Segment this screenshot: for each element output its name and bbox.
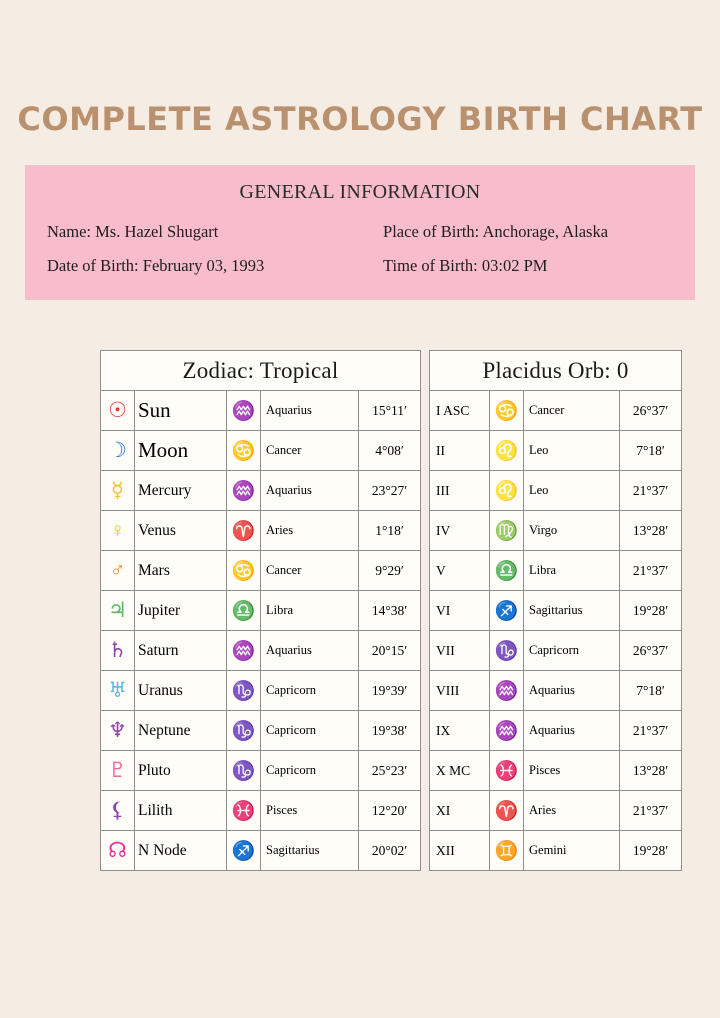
zodiac-sign-name: Sagittarius — [524, 591, 620, 631]
planet-degree: 1°18′ — [359, 511, 421, 551]
zodiac-sign-icon: ♈ — [490, 791, 524, 831]
zodiac-sign-icon: ♋ — [490, 391, 524, 431]
planet-name: Venus — [135, 511, 227, 551]
house-degree: 21°37′ — [620, 711, 682, 751]
zodiac-sign-name: Aquarius — [524, 671, 620, 711]
house-degree: 19°28′ — [620, 831, 682, 871]
zodiac-sign-icon: ♒ — [227, 471, 261, 511]
planet-row — [101, 551, 421, 591]
zodiac-sign-name: Virgo — [524, 511, 620, 551]
zodiac-sign-icon: ♒ — [490, 711, 524, 751]
house-row — [430, 591, 682, 631]
zodiac-sign-name: Leo — [524, 431, 620, 471]
planet-glyph-icon: ♄ — [101, 631, 135, 671]
zodiac-sign-name: Aquarius — [261, 391, 359, 431]
zodiac-sign-name: Cancer — [261, 431, 359, 471]
planet-name: Jupiter — [135, 591, 227, 631]
house-degree: 13°28′ — [620, 751, 682, 791]
house-number: VIII — [430, 671, 490, 711]
planet-glyph-icon: ☿ — [101, 471, 135, 511]
planet-name: Neptune — [135, 711, 227, 751]
planet-degree: 12°20′ — [359, 791, 421, 831]
planet-glyph-icon: ☊ — [101, 831, 135, 871]
zodiac-sign-name: Libra — [524, 551, 620, 591]
zodiac-sign-name: Capricorn — [261, 751, 359, 791]
planet-glyph-icon: ☽ — [101, 431, 135, 471]
zodiac-sign-name: Pisces — [261, 791, 359, 831]
planet-row — [101, 711, 421, 751]
zodiac-sign-icon: ♑ — [227, 711, 261, 751]
planet-glyph-icon: ♅ — [101, 671, 135, 711]
zodiac-sign-name: Capricorn — [524, 631, 620, 671]
zodiac-sign-name: Sagittarius — [261, 831, 359, 871]
house-degree: 26°37′ — [620, 631, 682, 671]
house-number: III — [430, 471, 490, 511]
zodiac-sign-name: Cancer — [261, 551, 359, 591]
house-cusps-table — [429, 350, 682, 871]
zodiac-sign-name: Capricorn — [261, 711, 359, 751]
date-of-birth-field: Date of Birth: February 03, 1993 — [47, 255, 265, 275]
planet-name: Uranus — [135, 671, 227, 711]
place-of-birth-field: Place of Birth: Anchorage, Alaska — [383, 222, 609, 241]
zodiac-sign-name: Gemini — [524, 831, 620, 871]
zodiac-sign-icon: ♊ — [490, 831, 524, 871]
house-row — [430, 631, 682, 671]
house-row — [430, 711, 682, 751]
zodiac-sign-icon: ♓ — [490, 751, 524, 791]
zodiac-sign-icon: ♒ — [490, 671, 524, 711]
house-degree: 21°37′ — [620, 471, 682, 511]
house-row — [430, 671, 682, 711]
zodiac-sign-name: Aquarius — [261, 471, 359, 511]
house-number: IX — [430, 711, 490, 751]
house-table-header: Placidus Orb: 0 — [430, 351, 682, 391]
zodiac-sign-icon: ♐ — [490, 591, 524, 631]
zodiac-sign-icon: ♎ — [227, 591, 261, 631]
house-number: VI — [430, 591, 490, 631]
planet-row — [101, 431, 421, 471]
house-degree: 21°37′ — [620, 791, 682, 831]
house-number: XI — [430, 791, 490, 831]
planet-degree: 19°38′ — [359, 711, 421, 751]
zodiac-sign-icon: ♋ — [227, 551, 261, 591]
planet-row — [101, 671, 421, 711]
time-of-birth-field: Time of Birth: 03:02 PM — [383, 255, 548, 275]
zodiac-sign-icon: ♌ — [490, 471, 524, 511]
zodiac-sign-icon: ♑ — [490, 631, 524, 671]
zodiac-sign-icon: ♒ — [227, 391, 261, 431]
planet-name: Mercury — [135, 471, 227, 511]
zodiac-sign-icon: ♒ — [227, 631, 261, 671]
zodiac-sign-name: Aries — [524, 791, 620, 831]
zodiac-sign-icon: ♑ — [227, 751, 261, 791]
planet-row — [101, 631, 421, 671]
planet-name: Moon — [135, 431, 227, 471]
planet-degree: 9°29′ — [359, 551, 421, 591]
planet-name: Lilith — [135, 791, 227, 831]
house-degree: 7°18′ — [620, 431, 682, 471]
planet-name: Saturn — [135, 631, 227, 671]
planet-degree: 20°02′ — [359, 831, 421, 871]
zodiac-sign-name: Aries — [261, 511, 359, 551]
house-degree: 21°37′ — [620, 551, 682, 591]
planet-degree: 4°08′ — [359, 431, 421, 471]
zodiac-sign-icon: ♓ — [227, 791, 261, 831]
planet-glyph-icon: ♇ — [101, 751, 135, 791]
house-number: X MC — [430, 751, 490, 791]
planet-name: N Node — [135, 831, 227, 871]
planet-table-header: Zodiac: Tropical — [101, 351, 421, 391]
house-degree: 7°18′ — [620, 671, 682, 711]
zodiac-sign-icon: ♍ — [490, 511, 524, 551]
planet-row — [101, 791, 421, 831]
planet-row — [101, 391, 421, 431]
house-number: VII — [430, 631, 490, 671]
zodiac-sign-icon: ♎ — [490, 551, 524, 591]
planet-glyph-icon: ♃ — [101, 591, 135, 631]
name-field: Name: Ms. Hazel Shugart — [47, 222, 219, 241]
planet-glyph-icon: ♂ — [101, 551, 135, 591]
page-title: COMPLETE ASTROLOGY BIRTH CHART — [17, 100, 703, 138]
planet-glyph-icon: ♆ — [101, 711, 135, 751]
planet-degree: 25°23′ — [359, 751, 421, 791]
house-row — [430, 791, 682, 831]
zodiac-sign-name: Cancer — [524, 391, 620, 431]
house-number: IV — [430, 511, 490, 551]
house-number: V — [430, 551, 490, 591]
zodiac-sign-icon: ♐ — [227, 831, 261, 871]
planet-degree: 23°27′ — [359, 471, 421, 511]
planet-degree: 14°38′ — [359, 591, 421, 631]
planet-glyph-icon: ♀ — [101, 511, 135, 551]
planet-glyph-icon: ☉ — [101, 391, 135, 431]
chart-tables — [100, 350, 682, 871]
zodiac-sign-icon: ♋ — [227, 431, 261, 471]
zodiac-sign-name: Aquarius — [261, 631, 359, 671]
zodiac-sign-name: Capricorn — [261, 671, 359, 711]
planet-name: Mars — [135, 551, 227, 591]
planet-row — [101, 511, 421, 551]
house-row — [430, 551, 682, 591]
zodiac-sign-name: Aquarius — [524, 711, 620, 751]
planet-name: Sun — [135, 391, 227, 431]
house-degree: 26°37′ — [620, 391, 682, 431]
zodiac-sign-name: Leo — [524, 471, 620, 511]
house-number: I ASC — [430, 391, 490, 431]
house-row — [430, 391, 682, 431]
planet-row — [101, 831, 421, 871]
house-number: XII — [430, 831, 490, 871]
zodiac-sign-icon: ♑ — [227, 671, 261, 711]
house-row — [430, 831, 682, 871]
zodiac-sign-icon: ♌ — [490, 431, 524, 471]
zodiac-sign-name: Pisces — [524, 751, 620, 791]
house-row — [430, 511, 682, 551]
general-information-grid — [25, 204, 695, 276]
house-degree: 19°28′ — [620, 591, 682, 631]
planet-glyph-icon: ⚸ — [101, 791, 135, 831]
house-row — [430, 751, 682, 791]
planet-name: Pluto — [135, 751, 227, 791]
zodiac-sign-icon: ♈ — [227, 511, 261, 551]
planet-row — [101, 751, 421, 791]
house-row — [430, 431, 682, 471]
planet-row — [101, 591, 421, 631]
planet-degree: 15°11′ — [359, 391, 421, 431]
planet-degree: 19°39′ — [359, 671, 421, 711]
zodiac-sign-name: Libra — [261, 591, 359, 631]
general-information-heading: GENERAL INFORMATION — [239, 181, 481, 203]
house-number: II — [430, 431, 490, 471]
house-degree: 13°28′ — [620, 511, 682, 551]
house-row — [430, 471, 682, 511]
general-information-band — [25, 165, 695, 300]
planet-degree: 20°15′ — [359, 631, 421, 671]
planet-positions-table — [100, 350, 421, 871]
planet-row — [101, 471, 421, 511]
